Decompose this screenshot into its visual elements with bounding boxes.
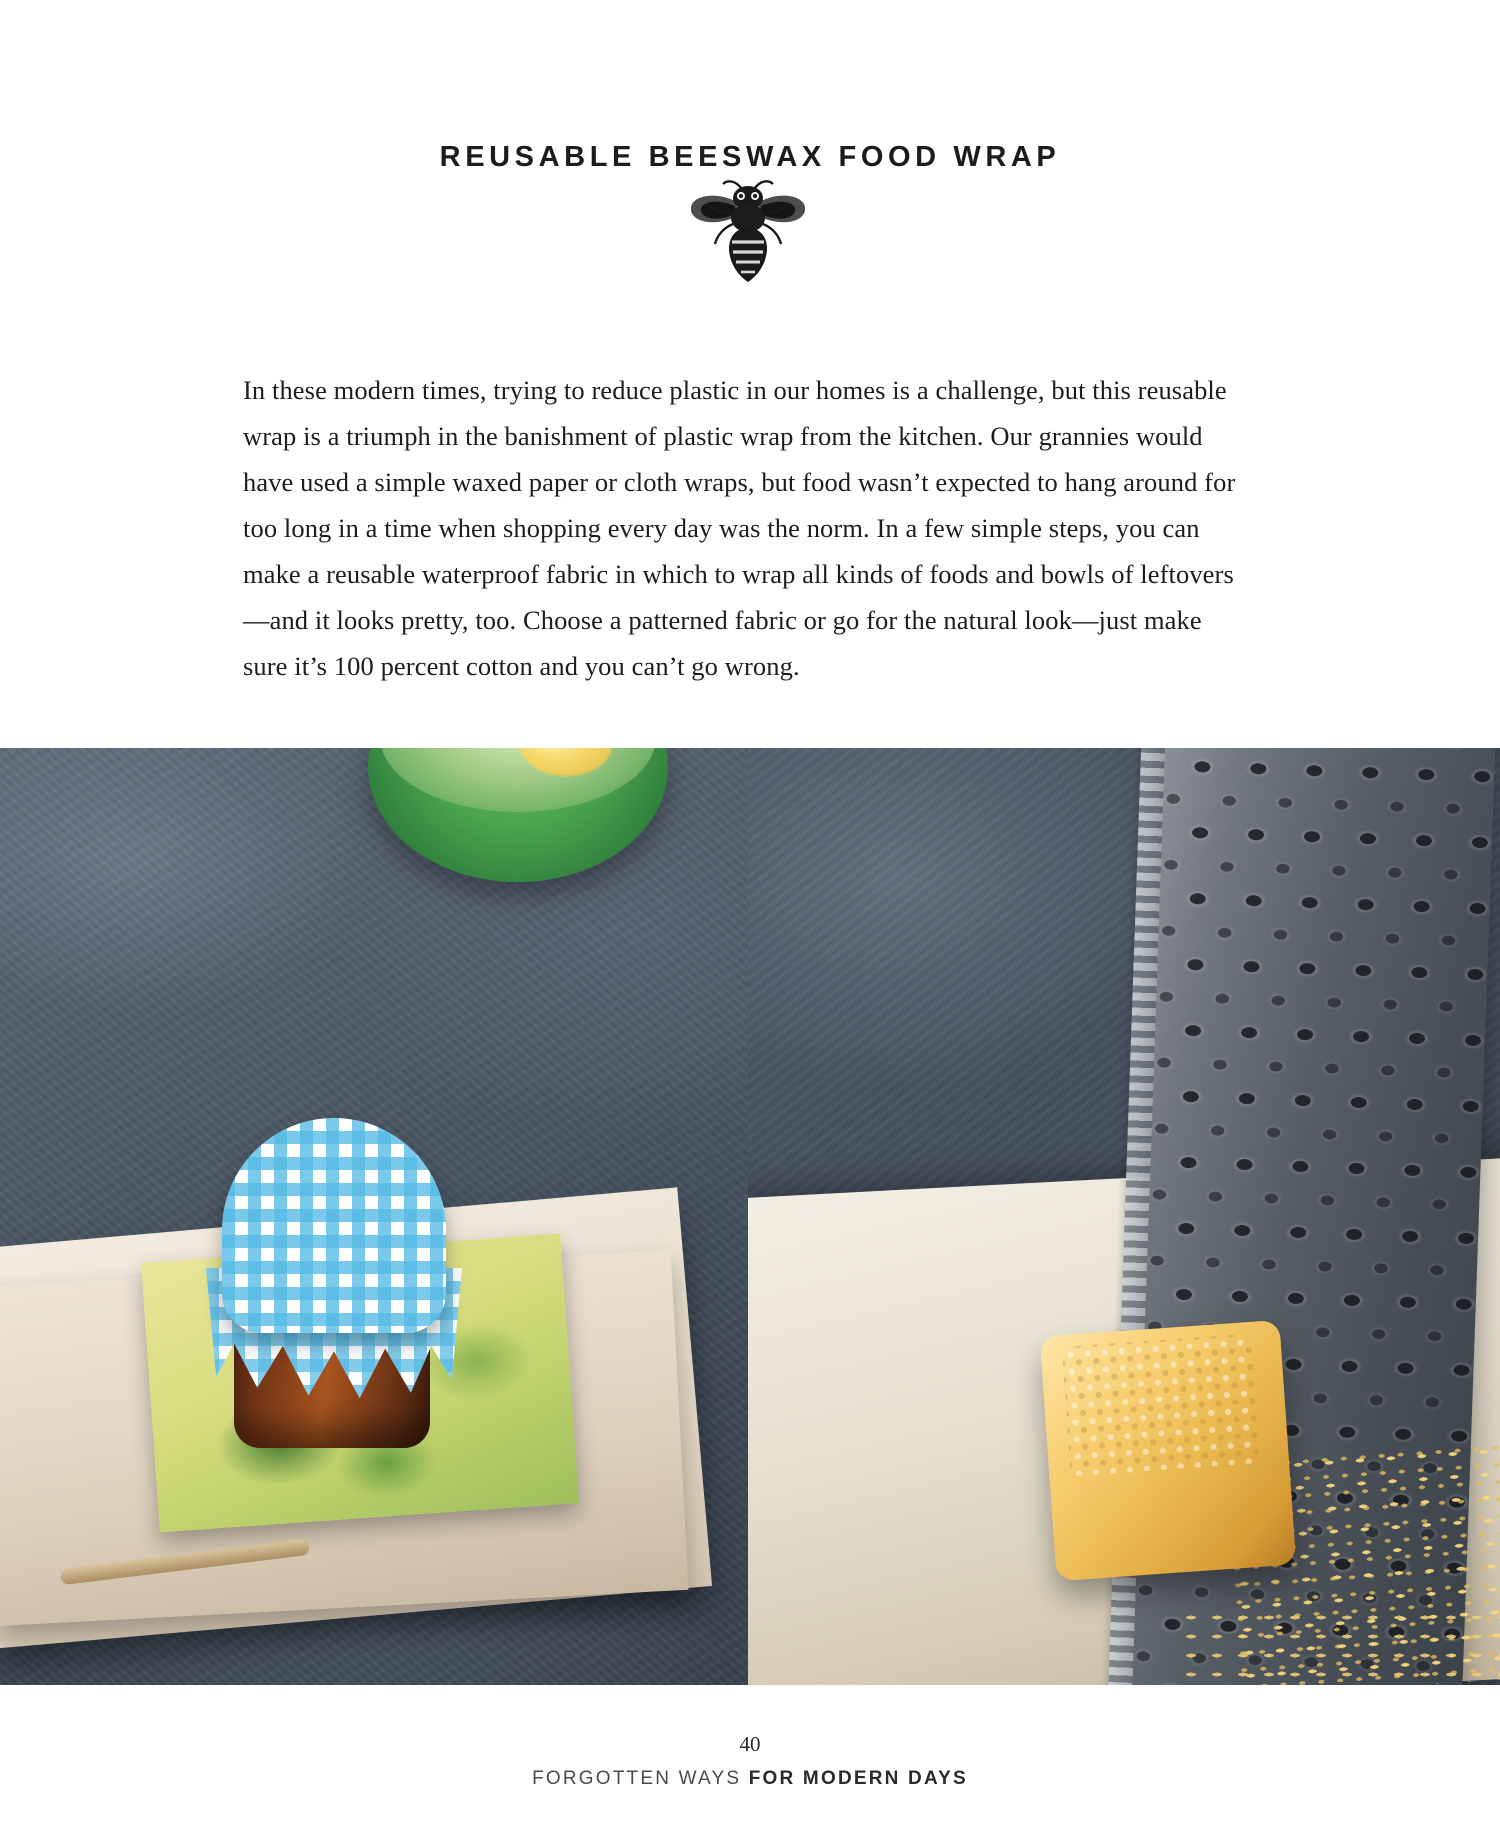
gingham-wrap-top — [222, 1118, 446, 1333]
bee-ornament — [0, 180, 1500, 295]
jar-with-gingham-wrap-photo — [0, 748, 748, 1685]
page-title: REUSABLE BEESWAX FOOD WRAP — [439, 141, 1061, 174]
bee-icon — [675, 180, 825, 290]
page-number: 40 — [739, 1732, 761, 1756]
honeycomb-texture — [1062, 1334, 1261, 1477]
photo-band — [0, 748, 1500, 1685]
running-head-light: FORGOTTEN WAYS — [532, 1768, 749, 1789]
covered-jar — [222, 1118, 446, 1458]
intro-paragraph: In these modern times, trying to reduce plastic in our homes is a challenge, but this reusable wrap is a triumph in the banishment of plastic wrap from the kitchen. Our grannies would have used a simple waxed paper or cloth wraps, but food wasn’t expected to hang around for too long in a time when shopping every day was the norm. In a few simple steps, you can make a reusable waterproof fabric in which to wrap all kinds of foods and bowls of leftovers—and it looks pretty, too. Choose a patterned fabric or go for the natural look—just make sure it’s 100 percent cotton and you can’t go wrong. — [243, 374, 1236, 681]
beeswax-block-and-grater-photo — [748, 748, 1500, 1685]
running-head — [0, 1768, 1500, 1790]
beeswax-shavings-front — [1178, 1608, 1500, 1685]
running-head-bold: FOR MODERN DAYS — [748, 1768, 968, 1789]
